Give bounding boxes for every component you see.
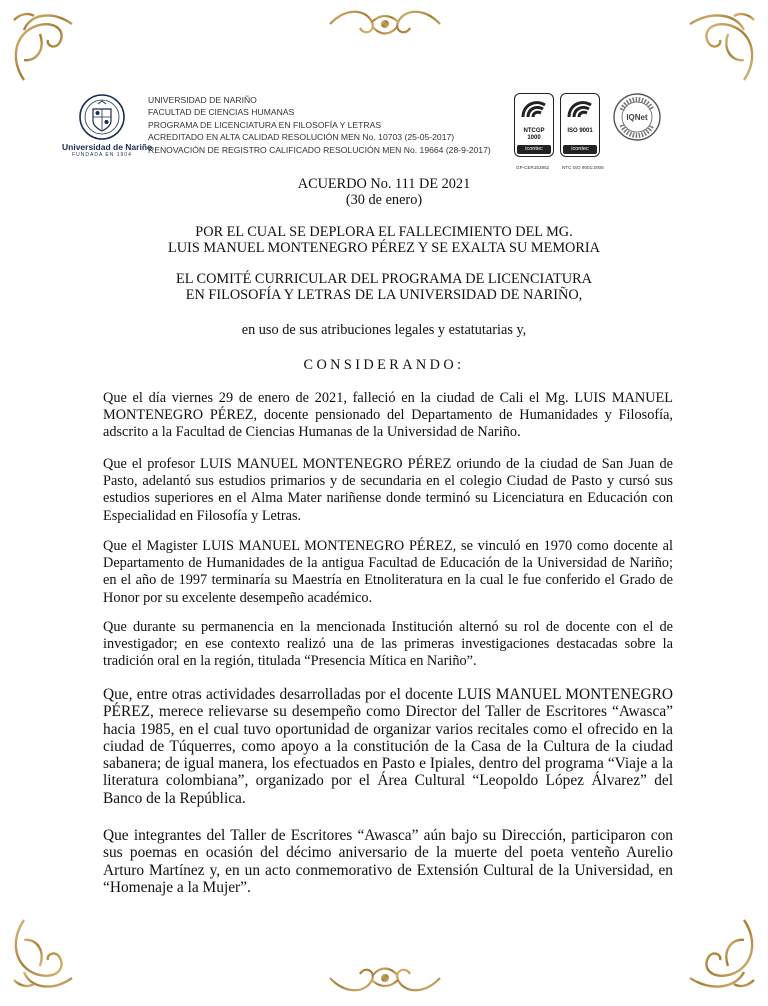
iqnet-certified-seal-icon [612, 92, 662, 142]
icontec-mark-icon [565, 97, 595, 123]
considerando-paragraph: Que el Magister LUIS MANUEL MONTENEGRO PÉREZ, se vinculó en 1970 como docente al Departamento de Humanidades de la antigua Facultad de Educación de la Universidad de Nariño; en el año de 1997 terminaría su Maestría en Etnoliteratura en la cual le fue conferido el Grado de Honor por su excelente desempeño académico. [103, 538, 673, 606]
comite-line: EL COMITÉ CURRICULAR DEL PROGRAMA DE LICENCIATURA [176, 271, 592, 287]
university-logo-sub: FUNDADA EN 1904 [72, 152, 132, 158]
por-el-cual-heading [0, 224, 768, 256]
institution-line: ACREDITADO EN ALTA CALIDAD RESOLUCIÓN MEN No. 10703 (25-05-2017) [148, 132, 455, 143]
cert-badge: icontec [563, 145, 597, 154]
iso-9001-certification [560, 93, 600, 157]
cert-code-line: ISO 9001 [567, 128, 593, 134]
ntcgp-certification [514, 93, 554, 157]
cert-caption: GP-CER152952 [516, 165, 550, 170]
frame-corner-bottom-right-icon [690, 920, 754, 987]
university-seal-icon [78, 93, 126, 141]
institution-line: FACULTAD DE CIENCIAS HUMANAS [148, 107, 295, 118]
acuerdo-title: ACUERDO No. 111 DE 2021 [297, 176, 471, 192]
cert-badge: icontec [517, 145, 551, 154]
frame-corner-bottom-left-icon [14, 920, 72, 987]
certification-logos [512, 90, 662, 176]
considerando-paragraph: Que el profesor LUIS MANUEL MONTENEGRO PÉREZ oriundo de la ciudad de San Juan de Pasto, adelantó sus estudios primarios y de secundaria en el colegio Ciudad de Pasto y cursó sus estudios superiores en el Alma Mater nariñense donde terminó su Licenciatura en Educación con Especialidad en Filosofía y Letras. [103, 456, 673, 524]
institution-line: RENOVACIÓN DE REGISTRO CALIFICADO RESOLUCIÓN MEN No. 19664 (28-9-2017) [148, 144, 491, 155]
icontec-mark-icon [519, 97, 549, 123]
cert-caption: NTC ISO 9001:2008 [562, 165, 604, 170]
comite-line: EN FILOSOFÍA Y LETRAS DE LA UNIVERSIDAD DE NARIÑO, [185, 287, 583, 303]
university-logo [62, 93, 153, 158]
por-el-cual-line: LUIS MANUEL MONTENEGRO PÉREZ Y SE EXALTA SU MEMORIA [168, 240, 600, 256]
institution-line: PROGRAMA DE LICENCIATURA EN FILOSOFÍA Y LETRAS [148, 119, 382, 130]
cert-code-line: NTCGP [523, 128, 545, 134]
institution-block [148, 94, 491, 156]
considerando-paragraph: Que, entre otras actividades desarrolladas por el docente LUIS MANUEL MONTENEGRO PÉREZ, merece relievarse su desempeño como Director del Taller de Escritores “Awasca” hacia 1985, en el cual tuvo oportunidad de organizar varios recitales como el ofrecido en la ciudad de Túquerres, como apoyo a la constitución de la Casa de la Cultura de la ciudad sabanera; de igual manera, los efectuados en Pasto e Ipiales, dentro del programa “Viaje a la literatura colombiana”, organizado por el Área Cultural “Leopoldo López Álvarez” del Banco de la República. [103, 686, 673, 807]
considerando-paragraph: Que el día viernes 29 de enero de 2021, falleció en la ciudad de Cali el Mg. LUIS MANUEL MONTENEGRO PÉREZ, docente pensionado del Departamento de Humanidades y Filosofía, adscrito a la Facultad de Ciencias Humanas de la Universidad de Nariño. [103, 390, 673, 441]
university-logo-name: Universidad de Nariño [62, 142, 153, 152]
frame-bottom-flourish-icon [330, 969, 440, 991]
acuerdo-date: (30 de enero) [345, 192, 423, 208]
considerando-heading: CONSIDERANDO: [303, 357, 465, 373]
por-el-cual-line: POR EL CUAL SE DEPLORA EL FALLECIMIENTO DEL MG. [195, 224, 573, 240]
atribuciones-line: en uso de sus atribuciones legales y estatutarias y, [241, 322, 527, 338]
considerando-paragraph: Que durante su permanencia en la mencionada Institución alternó su rol de docente con el de investigador; en ese contexto realizó una de las primeras investigaciones destacadas sobre la tradición oral en la región, titulada “Presencia Mítica en Nariño”. [103, 619, 673, 670]
acuerdo-heading [0, 176, 768, 208]
comite-heading [0, 271, 768, 303]
letterhead [0, 0, 768, 180]
cert-code-line: 1000 [527, 135, 541, 141]
considerando-paragraph: Que integrantes del Taller de Escritores “Awasca” aún bajo su Dirección, participaron con sus poemas en ocasión del décimo aniversario de la muerte del poeta venteño Aurelio Arturo Martínez y, en un acto conmemorativo de Extensión Cultural de la Universidad, en “Homenaje a la Mujer”. [103, 827, 673, 896]
iqnet-label: IQNet [626, 113, 648, 122]
institution-line: UNIVERSIDAD DE NARIÑO [148, 95, 257, 105]
